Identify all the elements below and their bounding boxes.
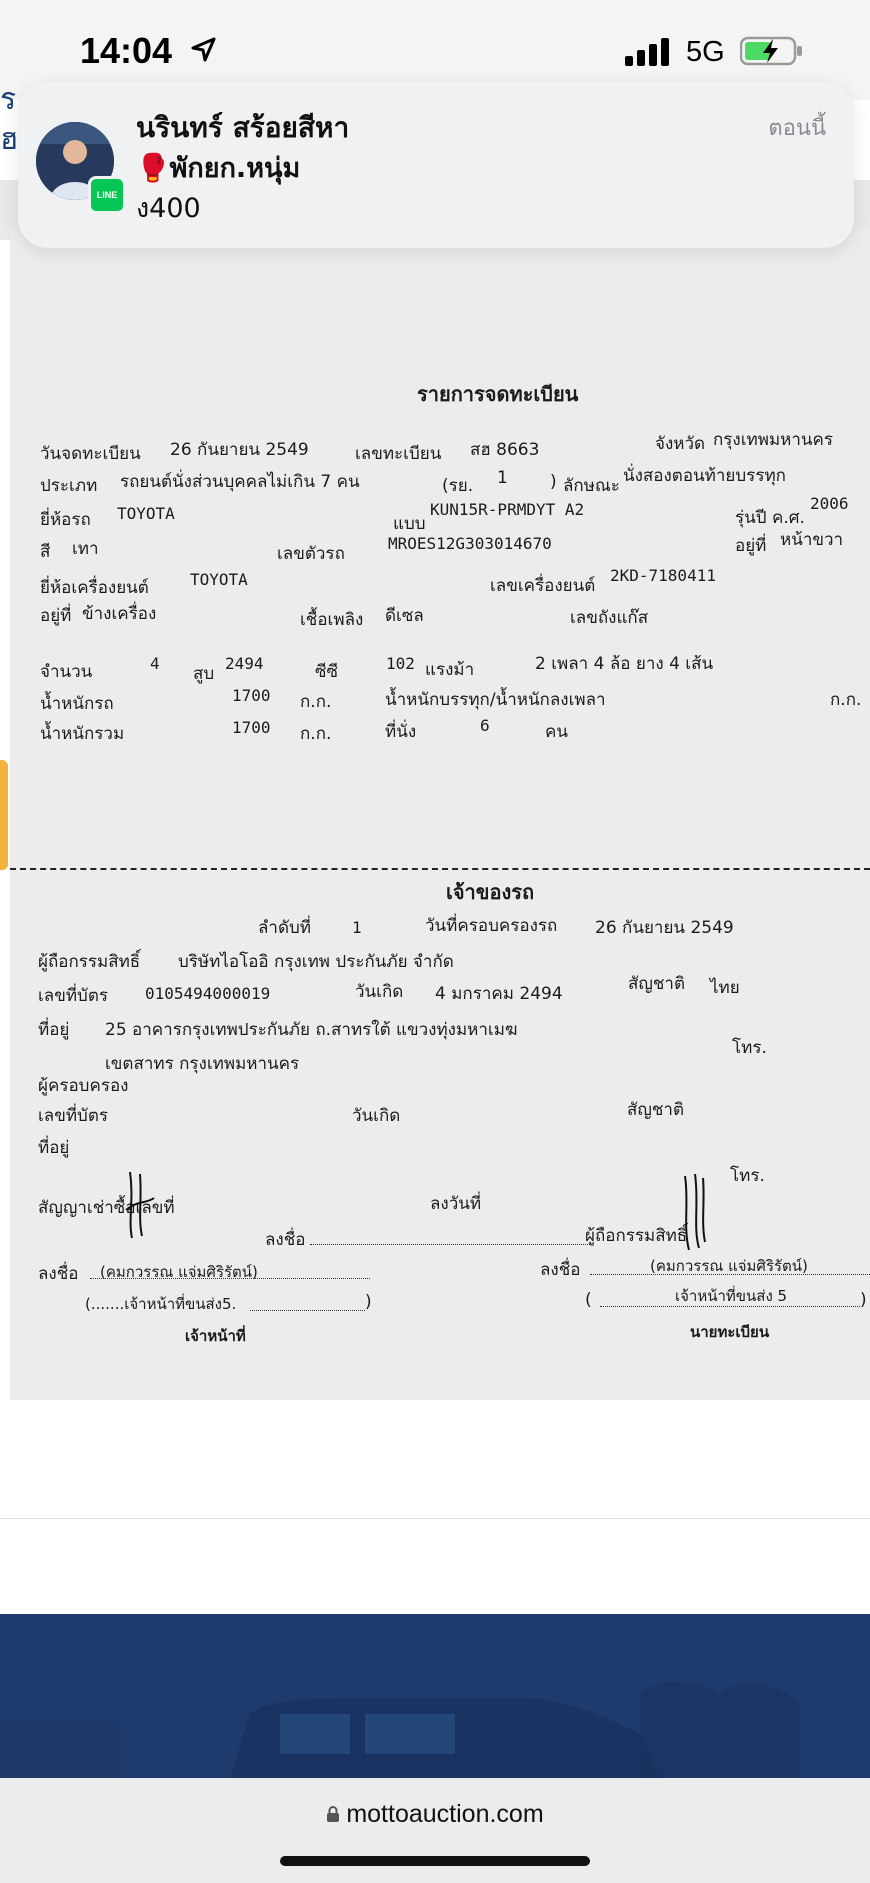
line-notification[interactable] xyxy=(18,82,854,248)
url-display[interactable] xyxy=(0,1800,870,1829)
weight-unit: ก.ก. xyxy=(300,692,332,712)
address-line-1: 25 อาคารกรุงเทพประกันภัย ถ.สาทรใต้ แขวงทุ่งมหาเมฆ xyxy=(105,1020,518,1040)
sign-owner-role: ผู้ถือกรรมสิทธิ์ xyxy=(585,1226,688,1246)
handwritten-signature-left xyxy=(120,1170,160,1240)
notification-sender: นรินทร์ สร้อยสีหา xyxy=(136,111,350,144)
load-weight-unit: ก.ก. xyxy=(830,690,862,710)
order-label: ลำดับที่ xyxy=(258,918,312,938)
location-arrow-icon xyxy=(190,36,218,64)
model: KUN15R-PRMDYT A2 xyxy=(430,500,585,519)
browser-address-bar[interactable] xyxy=(0,1778,870,1883)
reg-date: 26 กันยายน 2549 xyxy=(170,440,309,460)
sign-left-label: ลงชื่อ xyxy=(38,1264,79,1284)
plate-number: สฮ 8663 xyxy=(470,440,540,460)
order-number: 1 xyxy=(352,918,362,937)
chassis-label: เลขตัวรถ xyxy=(277,544,345,564)
color-label: สี xyxy=(40,542,51,562)
sign-right-name: (คมกวรรณ แจ่มศิริรัตน์) xyxy=(650,1257,808,1275)
ry-number: 1 xyxy=(497,468,508,488)
registration-document xyxy=(10,230,870,1400)
sign-right-open: ( xyxy=(585,1290,592,1310)
sign-right-title: เจ้าหน้าที่ขนส่ง 5 xyxy=(675,1287,788,1305)
vehicle-style: นั่งสองตอนท้ายบรรทุก xyxy=(623,466,786,486)
tel-label: โทร. xyxy=(732,1038,767,1058)
side-edge-tab[interactable] xyxy=(0,760,8,870)
reg-date-label: วันจดทะเบียน xyxy=(40,444,141,464)
sign-left-title: (.......เจ้าหน้าที่ขนส่ง5. xyxy=(85,1295,237,1313)
sign-right-label: ลงชื่อ xyxy=(540,1260,581,1280)
ry-label: (รย. xyxy=(442,476,474,496)
engine-brand-label: ยี่ห้อเครื่องยนต์ xyxy=(40,578,149,598)
engine-location-label: อยู่ที่ xyxy=(40,606,72,626)
sign-right-line xyxy=(590,1274,870,1275)
horsepower: 102 xyxy=(386,654,415,673)
brand: TOYOTA xyxy=(117,504,175,523)
model-label: แบบ xyxy=(393,514,426,534)
weight-label: น้ำหนักรถ xyxy=(40,694,114,714)
seats-label: ที่นั่ง xyxy=(385,722,417,742)
possessor-id-label: เลขที่บัตร xyxy=(38,1106,109,1126)
handwritten-signature-right xyxy=(675,1172,715,1252)
chassis-location: หน้าขวา xyxy=(780,530,844,550)
sign-date-label: ลงวันที่ xyxy=(430,1194,482,1214)
year-label: รุ่นปี ค.ศ. xyxy=(735,508,805,528)
sign-right-role: นายทะเบียน xyxy=(690,1323,770,1341)
engine-number-label: เลขเครื่องยนต์ xyxy=(490,576,596,596)
chassis-location-label: อยู่ที่ xyxy=(735,536,767,556)
section-divider xyxy=(10,868,870,870)
sign-left-close: ) xyxy=(365,1292,372,1312)
axles-wheels: 2 เพลา 4 ล้อ ยาง 4 เส้น xyxy=(535,654,714,674)
cylinders-label: สูบ xyxy=(193,664,215,684)
ry-close: ) xyxy=(550,472,557,492)
load-weight-label: น้ำหนักบรรทุก/น้ำหนักลงเพลา xyxy=(385,690,606,710)
id-label: เลขที่บัตร xyxy=(38,986,109,1006)
style-label: ลักษณะ xyxy=(563,476,620,496)
content-divider xyxy=(0,1518,870,1519)
birth-date: 4 มกราคม 2494 xyxy=(435,984,563,1004)
address-line-2: เขตสาทร กรุงเทพมหานคร xyxy=(105,1054,300,1074)
plate-label: เลขทะเบียน xyxy=(355,444,442,464)
cylinders: 4 xyxy=(150,654,160,673)
site-banner-image xyxy=(0,1614,870,1778)
truck-photo-icon xyxy=(0,1614,870,1778)
vehicle-type: รถยนต์นั่งส่วนบุคคลไม่เกิน 7 คน xyxy=(120,472,360,492)
engine-number: 2KD-7180411 xyxy=(610,566,716,585)
network-type: 5G xyxy=(686,36,725,68)
gas-tank-label: เลขถังแก๊ส xyxy=(570,608,649,628)
id-number: 0105494000019 xyxy=(145,984,271,1003)
address-label: ที่อยู่ xyxy=(38,1020,70,1040)
home-indicator[interactable] xyxy=(280,1856,590,1866)
nationality-label: สัญชาติ xyxy=(628,974,685,994)
line-app-icon: LINE xyxy=(88,176,126,214)
possessor-label: ผู้ครอบครอง xyxy=(38,1076,129,1096)
possessor-birth-label: วันเกิด xyxy=(352,1106,401,1126)
type-label: ประเภท xyxy=(40,476,98,496)
sign-left-role: เจ้าหน้าที่ xyxy=(185,1327,246,1345)
possessor-tel-label: โทร. xyxy=(730,1166,765,1186)
url-text: mottoauction.com xyxy=(346,1800,544,1828)
sign-right-title-line xyxy=(600,1306,860,1307)
seats: 6 xyxy=(480,716,490,735)
cellular-signal-icon xyxy=(625,38,671,66)
lock-icon xyxy=(326,1805,340,1823)
sign-left-line xyxy=(90,1278,370,1279)
seats-unit: คน xyxy=(545,722,568,742)
horsepower-label: แรงม้า xyxy=(425,660,475,680)
engine-location: ข้างเครื่อง xyxy=(82,604,157,624)
fuel-type: ดีเซล xyxy=(385,606,424,626)
engine-cc: 2494 xyxy=(225,654,264,673)
possession-date-label: วันที่ครอบครองรถ xyxy=(425,916,558,936)
notification-group: 🥊พักยก.หนุ่ม xyxy=(136,153,301,184)
owner-section-title: เจ้าของรถ xyxy=(446,880,535,904)
sign-left-name: (คมกวรรณ แจ่มศิริรัตน์) xyxy=(100,1263,258,1281)
possessor-nationality-label: สัญชาติ xyxy=(627,1100,684,1120)
model-year: 2006 xyxy=(810,494,849,513)
province-label: จังหวัด xyxy=(655,434,706,454)
total-weight-label: น้ำหนักรวม xyxy=(40,724,125,744)
page-edge-text: ร ฮ xyxy=(0,82,19,157)
sign-line xyxy=(310,1244,590,1245)
notification-time: ตอนนี้ xyxy=(768,116,826,141)
owner-name: บริษัทไอโออิ กรุงเทพ ประกันภัย จำกัด xyxy=(178,952,454,972)
possession-date: 26 กันยายน 2549 xyxy=(595,918,734,938)
color: เทา xyxy=(72,539,99,559)
lease-contract-label: สัญญาเช่าซื้อเลขที่ xyxy=(38,1198,175,1218)
battery-charging-icon xyxy=(740,36,804,66)
sign-label: ลงชื่อ xyxy=(265,1230,306,1250)
province: กรุงเทพมหานคร xyxy=(713,430,834,450)
total-weight-unit: ก.ก. xyxy=(300,724,332,744)
status-time: 14:04 xyxy=(80,30,173,71)
notification-message: ง400 xyxy=(136,193,201,224)
engine-brand: TOYOTA xyxy=(190,570,248,589)
document-title: รายการจดทะเบียน xyxy=(417,382,579,406)
nationality: ไทย xyxy=(710,978,740,998)
possessor-address-label: ที่อยู่ xyxy=(38,1138,70,1158)
cc-label: ซีซี xyxy=(315,662,339,682)
birth-label: วันเกิด xyxy=(355,982,404,1002)
chassis-number: MROES12G303014670 xyxy=(388,534,552,553)
total-weight: 1700 xyxy=(232,718,271,737)
brand-label: ยี่ห้อรถ xyxy=(40,510,91,530)
sign-left-title-line xyxy=(250,1310,365,1311)
sign-right-close: ) xyxy=(860,1290,867,1310)
fuel-label: เชื้อเพลิง xyxy=(300,610,364,630)
owner-label: ผู้ถือกรรมสิทธิ์ xyxy=(38,952,141,972)
vehicle-weight: 1700 xyxy=(232,686,271,705)
count-label: จำนวน xyxy=(40,662,93,682)
